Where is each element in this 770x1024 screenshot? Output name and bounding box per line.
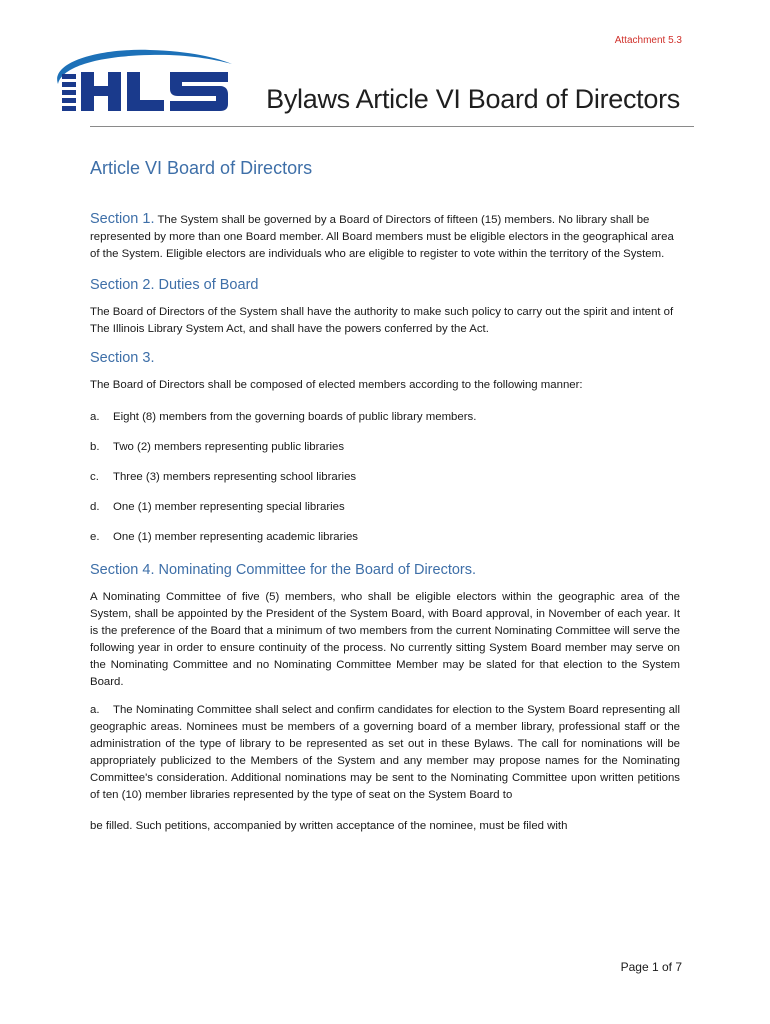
ihls-logo — [40, 44, 235, 124]
list-marker: e. — [90, 531, 100, 543]
list-item-text: Eight (8) members from the governing boards of public library members. — [113, 411, 477, 423]
section-1-text: The System shall be governed by a Board of Directors of fifteen (15) members. No library shall be represented by more than one Board member. All Board members must be eligible electors in the geographical area of the System. Eligible electors are individuals who are eligible to register to vote within the territory of the System. — [90, 214, 674, 260]
section-4-paragraph-2 — [90, 702, 680, 804]
list-marker: c. — [90, 471, 99, 483]
section-1-heading: Section 1. — [90, 211, 155, 227]
page-number: Page 1 of 7 — [620, 960, 682, 974]
document-title: Bylaws Article VI Board of Directors — [266, 84, 680, 114]
list-item — [90, 469, 680, 486]
list-item-text: One (1) member representing academic libraries — [113, 531, 358, 543]
section-2-heading: Section 2. Duties of Board — [90, 277, 259, 293]
list-marker: d. — [90, 501, 100, 513]
list-item — [90, 439, 680, 456]
section-4-paragraph-1: A Nominating Committee of five (5) members, who shall be eligible electors within the geographic area of the System, shall be appointed by the President of the System Board, with Board approval, in November of each year. It is the preference of the Board that a minimum of two members from the current Nominating Committee will serve the following year in order to ensure continuity of the process. No currently sitting System Board member may serve on the Nominating Committee and no Nominating Committee Member may be slated for that election to the System Board. — [90, 591, 680, 688]
section-4-paragraph-3: be filled. Such petitions, accompanied by written acceptance of the nominee, must be filed with — [90, 820, 568, 832]
list-item — [90, 409, 680, 426]
list-marker: a. — [90, 411, 100, 423]
list-marker: b. — [90, 441, 100, 453]
section-3-intro: The Board of Directors shall be composed of elected members according to the following manner: — [90, 379, 583, 391]
title-divider — [90, 126, 694, 127]
paragraph-marker: a. — [90, 704, 100, 716]
list-item-text: Three (3) members representing school libraries — [113, 471, 357, 483]
section-2-text: The Board of Directors of the System shall have the authority to make such policy to carry out the spirit and intent of The Illinois Library System Act, and shall have the powers conferred by the Act. — [90, 306, 674, 335]
attachment-label: Attachment 5.3 — [614, 35, 682, 46]
document-body — [90, 160, 680, 847]
section-4-heading: Section 4. Nominating Committee for the Board of Directors. — [90, 562, 477, 578]
list-item — [90, 499, 680, 516]
section-3-heading: Section 3. — [90, 350, 155, 366]
list-item-text: One (1) member representing special libraries — [113, 501, 345, 513]
logo-letters — [62, 72, 228, 111]
section-4-paragraph-2-text: The Nominating Committee shall select and confirm candidates for election to the System Board representing all geographic areas. Nominees must be members of a governing board of a member library, professional staff or the administration of the type of library to be represented as set out in these Bylaws. The call for nominations will be appropriately publicized to the Members of the System and any member may propose names for the Nominating Committee's consideration. Additional nominations may be sent to the Nominating Committee upon written petitions of ten (10) member libraries represented by the type of seat on the System Board to — [90, 704, 680, 801]
list-item-text: Two (2) members representing public libraries — [113, 441, 345, 453]
list-item — [90, 529, 680, 546]
article-heading: Article VI Board of Directors — [90, 158, 313, 178]
section-1-paragraph — [90, 211, 680, 263]
